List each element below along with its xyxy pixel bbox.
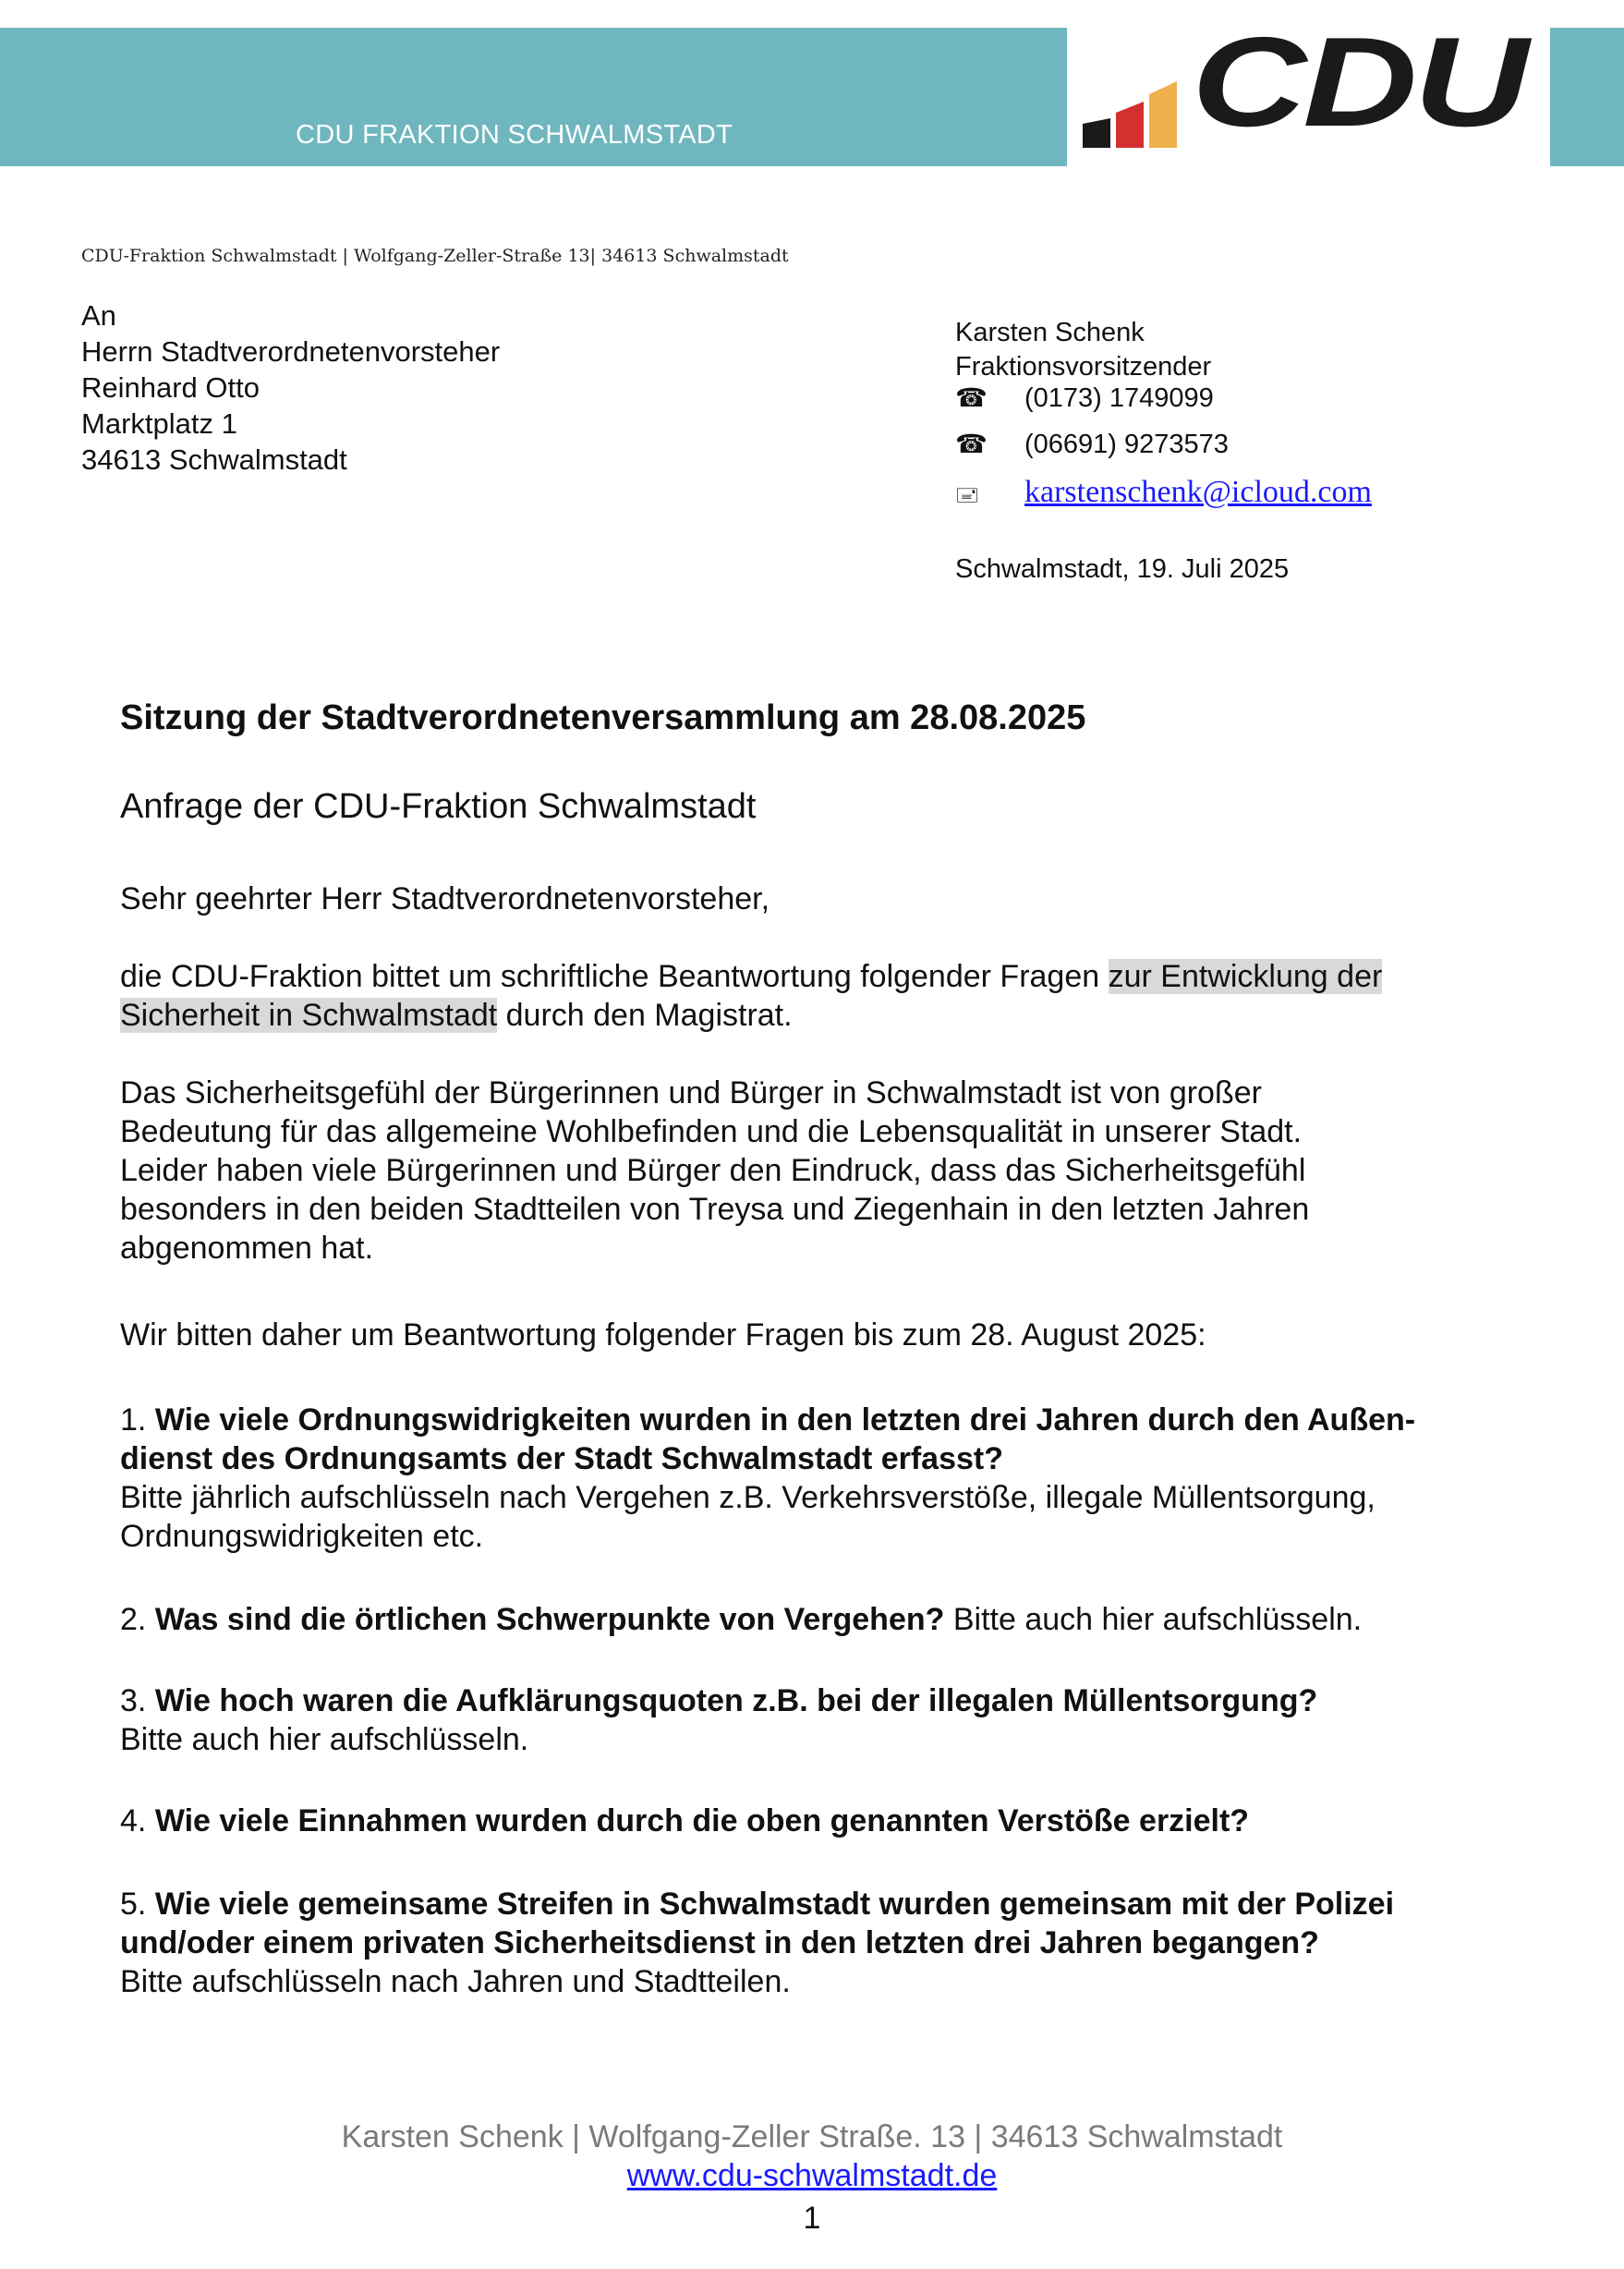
footer-website-link[interactable]: www.cdu-schwalmstadt.de — [626, 2158, 998, 2193]
footer-address: Karsten Schenk | Wolfgang-Zeller Straße. 13 | 34613 Schwalmstadt — [341, 2119, 1283, 2154]
intro-paragraph — [120, 957, 1524, 1035]
recipient-line: Reinhard Otto — [81, 371, 260, 404]
phone-icon: ☎ — [955, 383, 988, 412]
recipient-line: 34613 Schwalmstadt — [81, 443, 347, 476]
letter-date: Schwalmstadt, 19. Juli 2025 — [955, 554, 1290, 584]
question-note: Bitte auch hier aufschlüsseln. — [120, 1722, 529, 1757]
contact-email-row — [955, 475, 1372, 512]
recipient-line: An — [81, 299, 116, 332]
question-number: 2. — [120, 1602, 147, 1637]
salutation: Sehr geehrter Herr Stadtverordnetenvorsteher, — [120, 881, 770, 916]
question-number: 1. — [120, 1402, 147, 1438]
recipient-address — [81, 297, 500, 478]
paragraph-line: abgenommen hat. — [120, 1231, 374, 1266]
footer-website — [0, 2158, 1624, 2194]
intro-text: durch den Magistrat. — [497, 998, 793, 1033]
question-text: Was sind die örtlichen Schwerpunkte von Vergehen? — [154, 1602, 945, 1637]
recipient-line: Marktplatz 1 — [81, 407, 237, 440]
question-5 — [120, 1885, 1524, 2001]
question-text: Wie viele gemeinsame Streifen in Schwalmstadt wurden gemeinsam mit der Polizei — [154, 1887, 1395, 1922]
question-text: Wie hoch waren die Aufklärungsquoten z.B. bei der illegalen Müllentsorgung? — [154, 1683, 1318, 1718]
intro-highlight: zur Entwicklung der — [1108, 959, 1383, 994]
subtitle-heading: Anfrage der CDU-Fraktion Schwalmstadt — [120, 787, 757, 826]
question-3 — [120, 1681, 1524, 1759]
logo-bar-red — [1116, 102, 1144, 148]
page-number: 1 — [803, 2201, 821, 2236]
contact-name: Karsten Schenk — [955, 318, 1145, 347]
paragraph-line: Leider haben viele Bürgerinnen und Bürger den Eindruck, dass das Sicherheitsgefühl — [120, 1153, 1306, 1188]
question-text: dienst des Ordnungsamts der Stadt Schwalmstadt erfasst? — [120, 1441, 1004, 1476]
question-4 — [120, 1802, 1524, 1840]
logo-bar-yellow — [1149, 81, 1177, 148]
question-number: 4. — [120, 1803, 147, 1838]
question-text: Wie viele Einnahmen wurden durch die oben genannten Verstöße erzielt? — [154, 1803, 1250, 1838]
cdu-logo-bars-icon — [1081, 74, 1182, 148]
header-band-label: CDU FRAKTION SCHWALMSTADT — [296, 120, 733, 150]
contact-phone1-row — [955, 381, 1214, 416]
intro-text: die CDU-Fraktion bittet um schriftliche Beantwortung folgender Fragen — [120, 959, 1109, 994]
paragraph-line: besonders in den beiden Stadtteilen von Treysa und Ziegenhain in den letzten Jahren — [120, 1192, 1310, 1227]
question-intro: Wir bitten daher um Beantwortung folgender Fragen bis zum 28. August 2025: — [120, 1317, 1206, 1353]
question-number: 5. — [120, 1887, 147, 1922]
phone-icon: ☎ — [955, 430, 988, 458]
paragraph-line: Das Sicherheitsgefühl der Bürgerinnen und Bürger in Schwalmstadt ist von großer — [120, 1075, 1262, 1110]
contact-phone2: (06691) 9273573 — [1024, 430, 1229, 459]
recipient-line: Herrn Stadtverordnetenvorsteher — [81, 335, 501, 368]
contact-email-link[interactable]: karstenschenk@icloud.com — [1024, 475, 1372, 509]
question-note: Bitte auch hier aufschlüsseln. — [944, 1602, 1363, 1637]
context-paragraph — [120, 1074, 1524, 1268]
contact-role: Fraktionsvorsitzender — [955, 352, 1212, 382]
intro-highlight: Sicherheit in Schwalmstadt — [120, 998, 498, 1033]
question-note: Bitte aufschlüsseln nach Jahren und Stadtteilen. — [120, 1964, 791, 1999]
mail-icon: 🖃 — [955, 483, 979, 506]
paragraph-line: Bedeutung für das allgemeine Wohlbefinden und die Lebensqualität in unserer Stadt. — [120, 1114, 1303, 1149]
subject-heading: Sitzung der Stadtverordnetenversammlung am 28.08.2025 — [120, 698, 1086, 737]
contact-phone2-row — [955, 427, 1229, 462]
question-note: Ordnungswidrigkeiten etc. — [120, 1519, 484, 1554]
question-number: 3. — [120, 1683, 147, 1718]
question-text: Wie viele Ordnungswidrigkeiten wurden in den letzten drei Jahren durch den Außen- — [154, 1402, 1416, 1438]
contact-phone1: (0173) 1749099 — [1024, 383, 1214, 413]
question-note: Bitte jährlich aufschlüsseln nach Vergehen z.B. Verkehrsverstöße, illegale Müllentsorgung, — [120, 1480, 1376, 1515]
question-1 — [120, 1401, 1524, 1556]
header-band-right — [1550, 28, 1624, 166]
question-text: und/oder einem privaten Sicherheitsdienst in den letzten drei Jahren begangen? — [120, 1925, 1319, 1960]
logo-bar-black — [1083, 118, 1110, 148]
sender-return-address: CDU-Fraktion Schwalmstadt | Wolfgang-Zeller-Straße 13| 34613 Schwalmstadt — [81, 246, 789, 266]
question-2 — [120, 1600, 1524, 1639]
cdu-logo-text: CDU — [1192, 11, 1525, 153]
